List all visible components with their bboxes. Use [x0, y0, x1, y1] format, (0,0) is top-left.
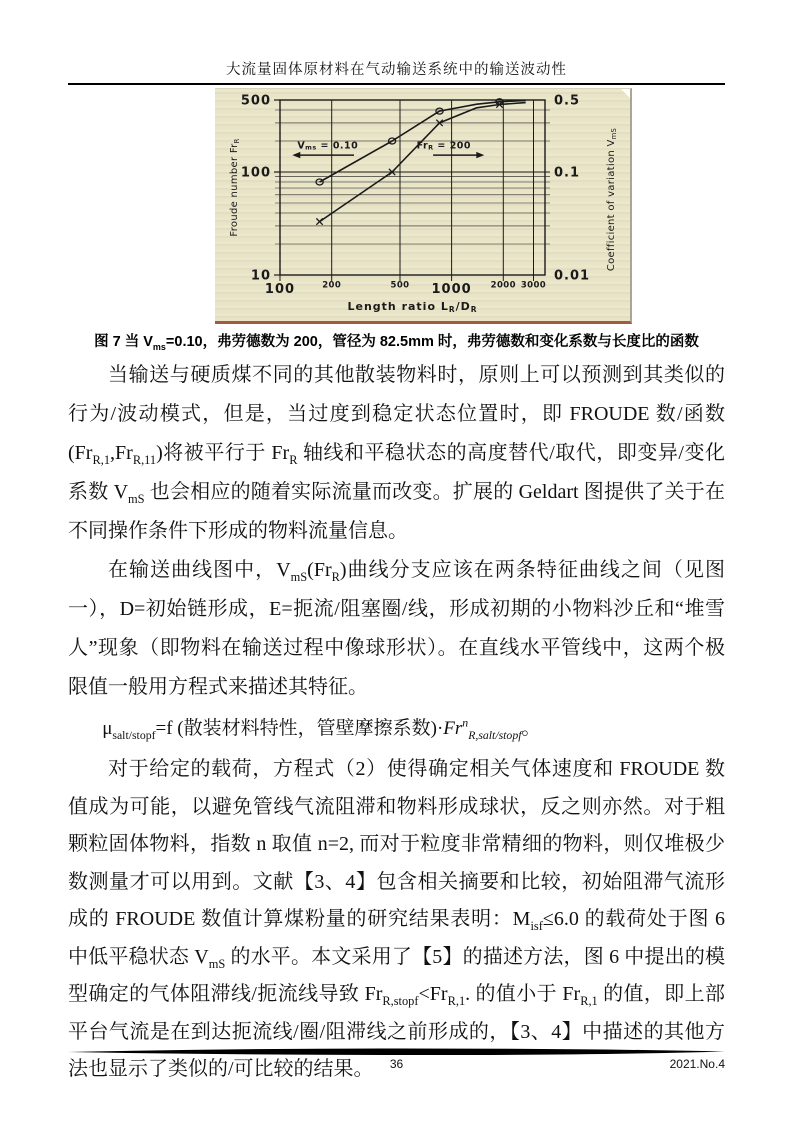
svg-text:Vms = 0.10: Vms = 0.10	[297, 140, 359, 152]
chart-annotation-2	[417, 140, 485, 158]
svg-text:500: 500	[390, 280, 410, 291]
chart-annotation-1	[292, 140, 358, 158]
header-rule	[68, 83, 725, 85]
paragraph-2: 在输送曲线图中，$V_{mS}(Fr_R)$曲线分支应该在两条特征曲线之间（见图一），D=初始链形成，E=扼流/阻塞圈/线，形成初期的小物料沙丘和“堆雪人”现象（即物料在输送过程中像球形状）。在直线水平管线中，这两个极限值一般用方程式来描述其特征。	[68, 559, 725, 698]
formula: $\mu_{salt/stopf}=f$ (散装材料特性，管壁摩擦系数)$\cdot Fr^n_{R,salt/stopf}$。	[102, 716, 541, 742]
svg-text:10: 10	[250, 268, 271, 284]
page-title: 大流量固体原材料在气动输送系统中的输送波动性	[226, 62, 567, 78]
footer-rule	[68, 1047, 725, 1057]
chart-tick-labels	[241, 94, 590, 298]
series-variation-crosses	[316, 101, 525, 224]
issue-number: 2021.No.4	[669, 1057, 725, 1071]
svg-text:0.1: 0.1	[554, 165, 581, 181]
figure-caption: 图 7 当 $V_{ms}=0.10$，弗劳德数为 200，管径为 82.5mm 时，弗劳德数和变化系数与长度比的函数	[94, 334, 699, 352]
page-number: 36	[389, 1057, 404, 1071]
svg-text:3000: 3000	[520, 280, 547, 291]
svg-text:1000: 1000	[431, 282, 472, 297]
paragraph-1: 当输送与硬质煤不同的其他散装物料时，原则上可以预测到其类似的行为/波动模式，但是，当过度到稳定状态位置时，即 FROUDE 数/函数$(Fr_{R,1},Fr_{R,11})$将被平行于 $Fr_R$ 轴线和平稳状态的高度替代/取代，即变异/变化系数 $V_{mS}$ 也会相应的随着实际流量而改变。扩展的 Geldart 图提供了关于在不同操作条件下形成的物料流量信息。	[68, 364, 725, 542]
svg-text:100: 100	[264, 282, 296, 297]
x-axis-label: Length ratio LR/DR	[347, 300, 478, 314]
paragraph-3: 对于给定的载荷，方程式（2）使得确定相关气体速度和 FROUDE 数值成为可能，以避免管线气流阻滞和物料形成球状，反之则亦然。对于粗颗粒固体物料，指数 n 取值 n=2, 而对于粒度非常精细的物料，则仅堆极少数测量才可以用到。文献【3、4】包含相关摘要和比较，初始阻滞气流形成的 FROUDE 数值计算煤粉量的研究结果表明：$M_{isf}\le 6.0$ 的载荷处于图 6 中低平稳状态 $V_{mS}$ 的水平。本文采用了【5】的描述方法，图 6 中提出的模型确定的气体阻滞线/扼流线导致 $Fr_{R,stopf}<Fr_{R,1}$. 的值小于 $Fr_{R,1}$ 的值，即上部平台气流是在到达扼流线/圈/阻滞线之前形成的，【3、4】中描述的其他方法也显示了类似的/可比较的结果。	[68, 758, 726, 1080]
svg-text:0.01: 0.01	[554, 268, 591, 284]
right-axis-label: Coefficient of variation VmS	[606, 127, 618, 272]
svg-text:200: 200	[322, 280, 342, 291]
svg-text:FrR = 200: FrR = 200	[416, 140, 472, 152]
svg-text:0.5: 0.5	[554, 93, 581, 109]
svg-text:500: 500	[240, 93, 271, 109]
left-axis-label: Froude number FrR	[229, 138, 241, 237]
body-text	[68, 356, 725, 1089]
chart-grid	[274, 100, 550, 281]
figure-7-chart	[215, 88, 632, 324]
svg-text:100: 100	[240, 165, 271, 181]
chart-svg	[215, 89, 630, 321]
svg-text:2000: 2000	[490, 280, 516, 291]
